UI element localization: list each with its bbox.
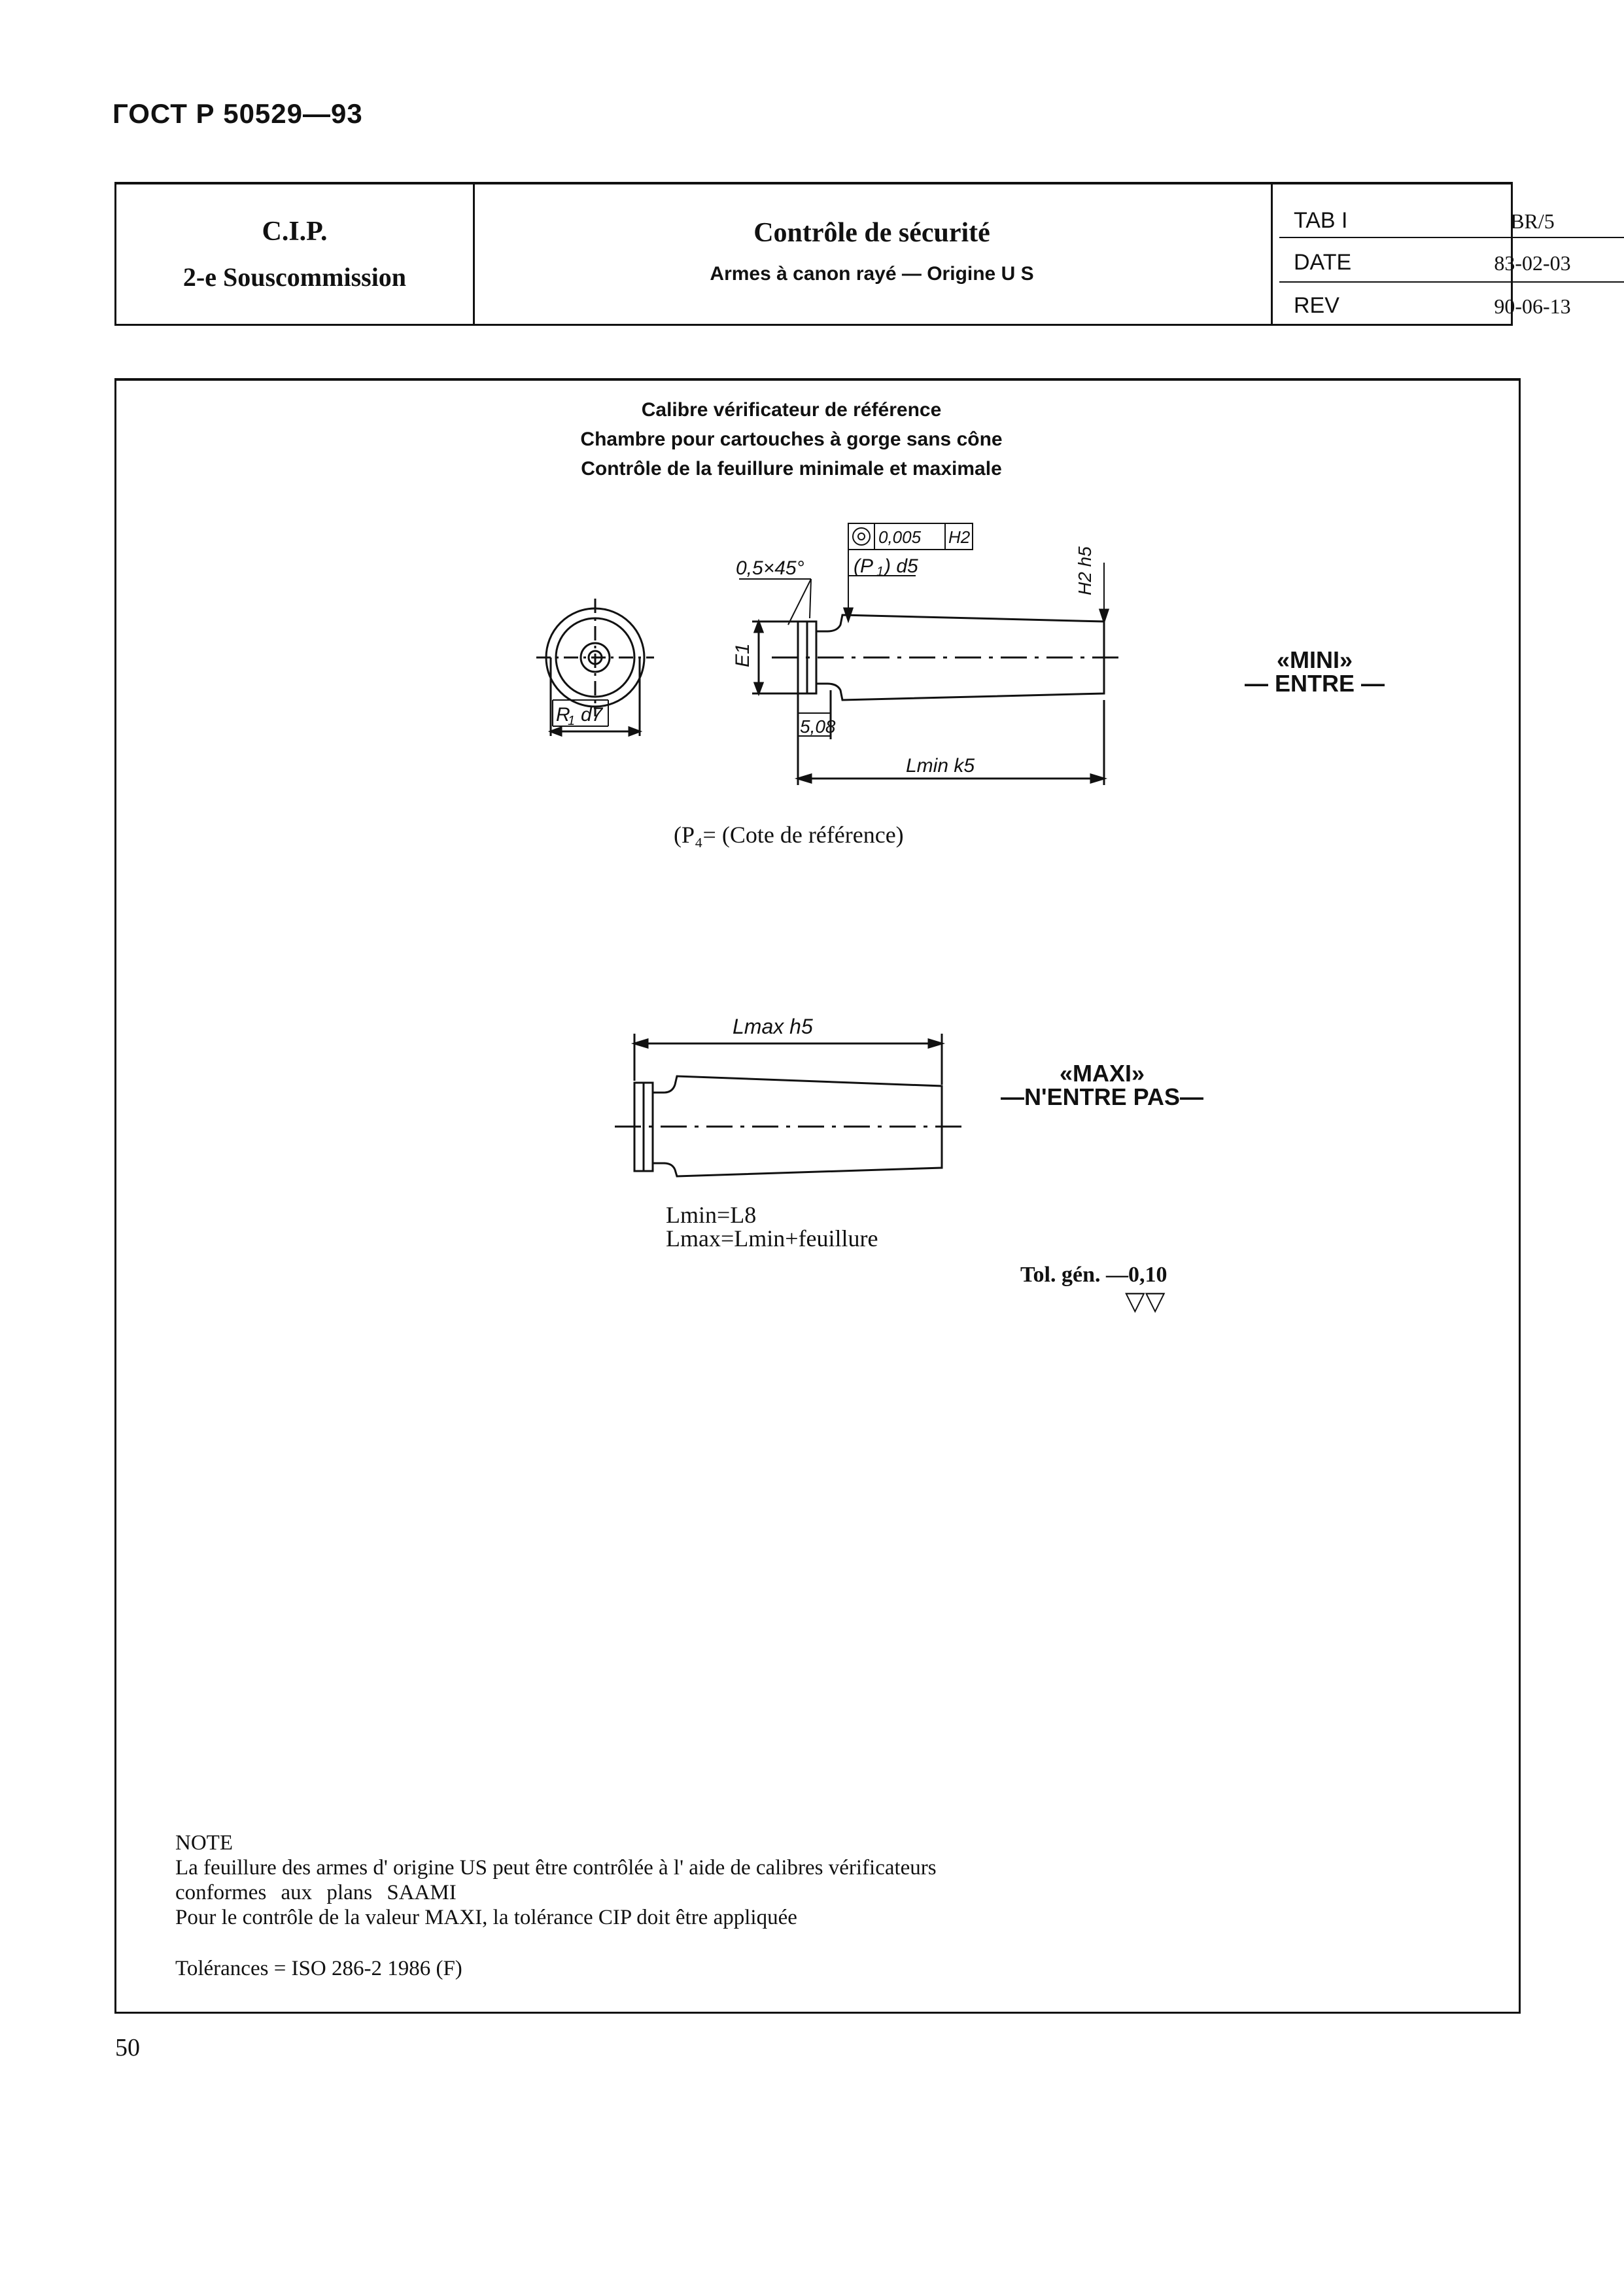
header-title: Contrôle de sécurité (753, 218, 990, 248)
meta-rule (1279, 281, 1624, 283)
svg-text:0,005: 0,005 (878, 527, 922, 547)
reference-note: (P₄= (Cote de référence) (674, 822, 904, 848)
svg-text:E1: E1 (732, 643, 753, 667)
mini-entre-label: — ENTRE — (1244, 670, 1385, 697)
general-tolerance: Tol. gén. —0,10 (1020, 1263, 1167, 1287)
lmax-dim: Lmax h5 (733, 1015, 813, 1038)
maxi-gauge-drawing (608, 1007, 988, 1191)
chamfer-dim: 0,5×45° (736, 557, 804, 579)
header-subtitle: Armes à canon rayé — Origine U S (710, 263, 1034, 285)
maxi-nentre-label: —N'ENTRE PAS— (1001, 1083, 1203, 1110)
svg-text:(P: (P (854, 555, 873, 577)
note-line-1: La feuillure des armes d' origine US peut être contrôlée à l' aide de calibres vérificateurs (175, 1856, 937, 1880)
tolerances-standard: Tolérances = ISO 286-2 1986 (F) (175, 1957, 462, 1980)
page-number: 50 (115, 2034, 140, 2061)
svg-text:H2: H2 (948, 527, 971, 547)
meta-key-rev: REV (1294, 293, 1339, 318)
note-line-2: conformes aux plans SAAMI (175, 1881, 457, 1904)
meta-value-rev: 90-06-13 (1494, 294, 1571, 318)
meta-value-date: 83-02-03 (1494, 251, 1571, 275)
svg-text:d7: d7 (581, 704, 603, 726)
maxi-label: «MAXI» (1059, 1060, 1145, 1087)
formula-lmin: Lmin=L8 (666, 1202, 757, 1228)
org-name: C.I.P. (262, 217, 328, 247)
formula-lmax: Lmax=Lmin+feuillure (666, 1225, 878, 1252)
drawing-title-line-2: Chambre pour cartouches à gorge sans cône (580, 429, 1003, 450)
svg-text:R: R (556, 704, 570, 726)
meta-key-tab: TAB I (1294, 208, 1348, 233)
surface-finish-icon: ▽▽ (1125, 1286, 1166, 1316)
svg-text:Lmin k5: Lmin k5 (906, 755, 975, 777)
mini-gauge-drawing (523, 510, 1145, 798)
meta-value-tab: BR/5 (1510, 209, 1555, 233)
drawing-title-line-3: Contrôle de la feuillure minimale et maximale (581, 458, 1002, 480)
svg-text:H2 h5: H2 h5 (1075, 546, 1095, 595)
subcommission: 2-e Souscommission (182, 262, 407, 292)
note-heading: NOTE (175, 1831, 233, 1855)
svg-text:1: 1 (568, 714, 576, 728)
header-divider (473, 184, 475, 324)
meta-rule (1279, 237, 1624, 238)
svg-text:5,08: 5,08 (800, 716, 836, 737)
svg-text:) d5: ) d5 (884, 555, 918, 577)
header-divider (1271, 184, 1273, 324)
document-code: ГОСТ Р 50529—93 (112, 98, 363, 129)
meta-key-date: DATE (1294, 250, 1352, 275)
note-line-3: Pour le contrôle de la valeur MAXI, la tolérance CIP doit être appliquée (175, 1906, 797, 1929)
mini-label: «MINI» (1276, 646, 1353, 673)
drawing-title-line-1: Calibre vérificateur de référence (641, 399, 942, 421)
header-box (114, 182, 1571, 326)
svg-text:1: 1 (876, 565, 884, 579)
